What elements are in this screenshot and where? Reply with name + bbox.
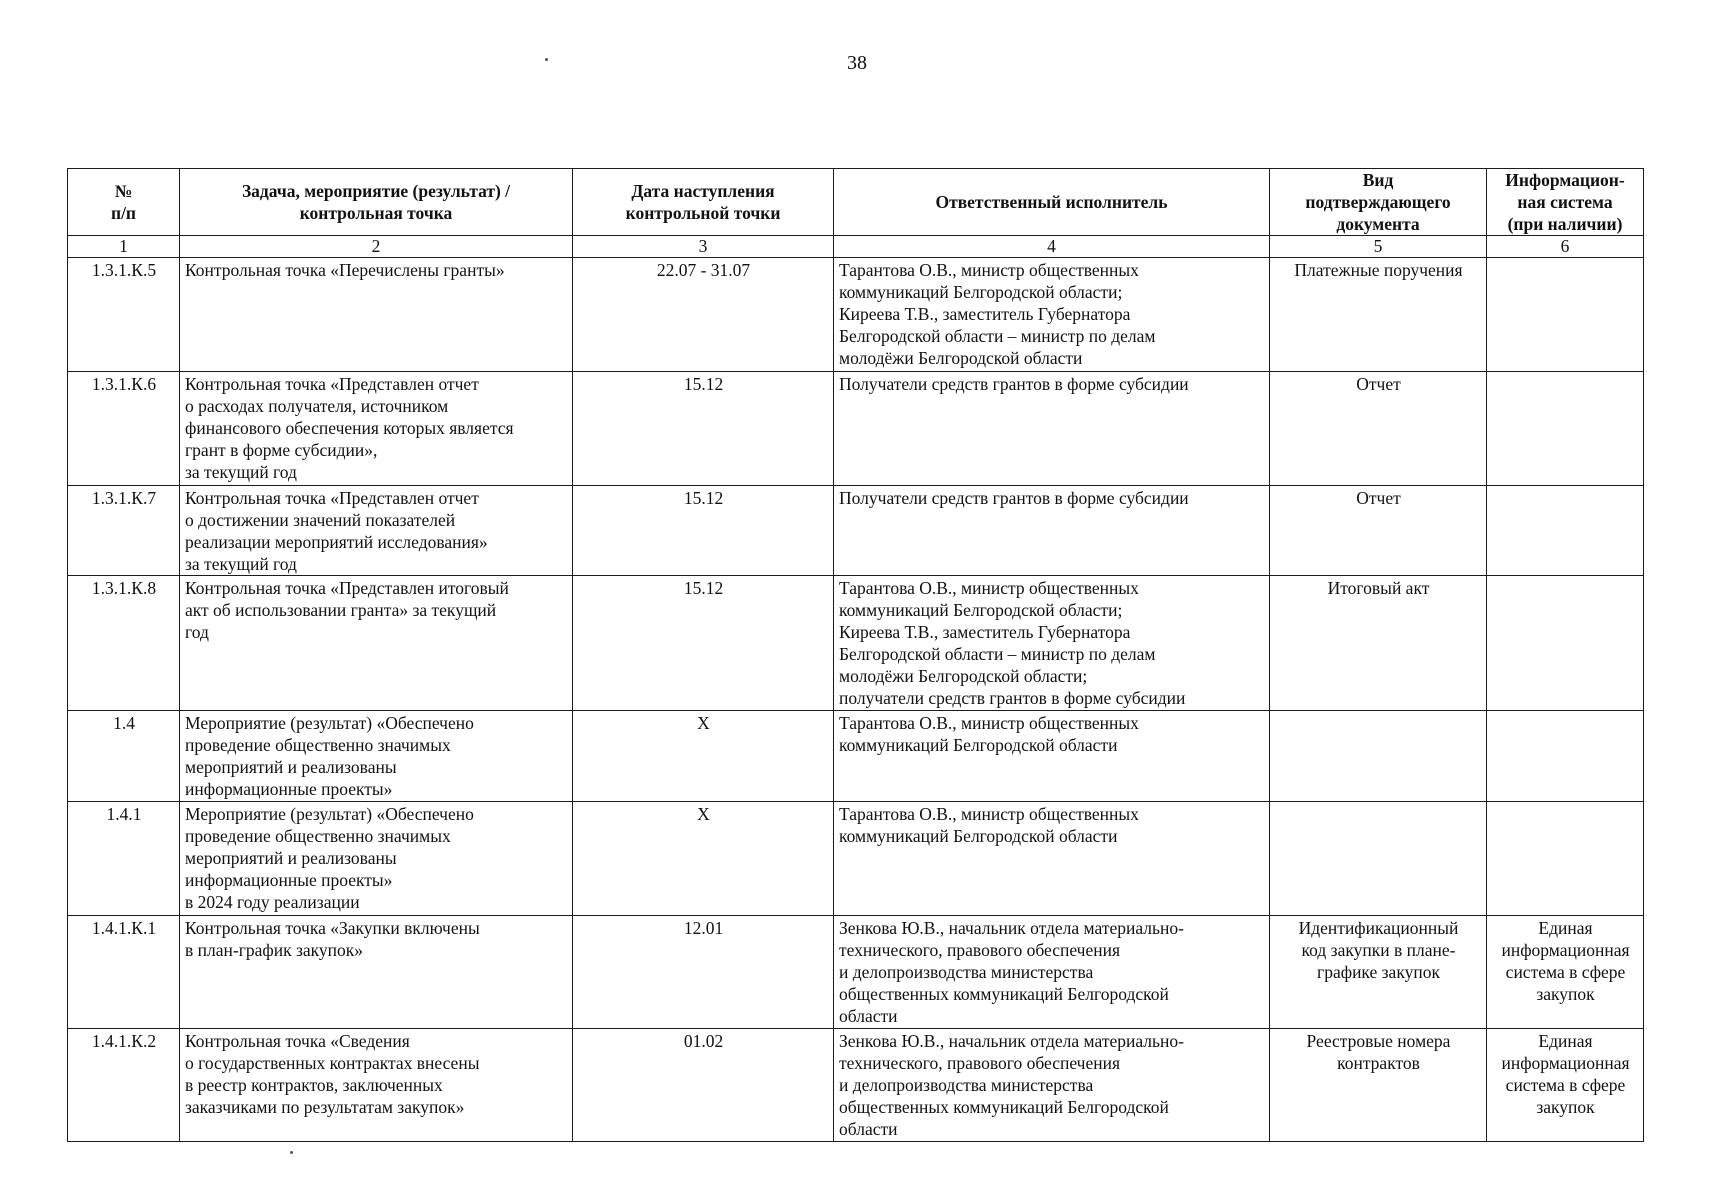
- table-row: [68, 802, 1644, 916]
- table-row: [68, 916, 1644, 1029]
- row-document: [1270, 802, 1487, 916]
- row-system: [1487, 576, 1644, 711]
- row-system: [1487, 711, 1644, 802]
- row-task: Мероприятие (результат) «Обеспечено проведение общественно значимых мероприятий и реализованы информационные проекты»: [180, 711, 573, 802]
- header-document: Вид подтверждающего документа: [1270, 169, 1487, 236]
- row-date: 15.12: [573, 372, 834, 486]
- control-points-table: [67, 168, 1644, 1142]
- row-task: Контрольная точка «Закупки включены в план-график закупок»: [180, 916, 573, 1029]
- row-system: [1487, 372, 1644, 486]
- row-number: 1.3.1.К.7: [68, 486, 180, 576]
- row-task: Мероприятие (результат) «Обеспечено проведение общественно значимых мероприятий и реализованы информационные проекты» в 2024 году реализации: [180, 802, 573, 916]
- row-executor: Получатели средств грантов в форме субсидии: [834, 372, 1270, 486]
- row-number: 1.4.1.К.1: [68, 916, 180, 1029]
- row-task: Контрольная точка «Сведения о государственных контрактах внесены в реестр контрактов, заключенных заказчиками по результатам закупок»: [180, 1029, 573, 1142]
- row-task: Контрольная точка «Представлен отчет о достижении значений показателей реализации мероприятий исследования» за текущий год: [180, 486, 573, 576]
- header-executor: Ответственный исполнитель: [834, 169, 1270, 236]
- table-row: [68, 1029, 1644, 1142]
- scan-speck: [290, 1151, 293, 1154]
- column-number: 1: [68, 236, 180, 258]
- row-date: Х: [573, 802, 834, 916]
- row-system: [1487, 486, 1644, 576]
- table-row: [68, 711, 1644, 802]
- header-task: Задача, мероприятие (результат) / контрольная точка: [180, 169, 573, 236]
- header-date: Дата наступления контрольной точки: [573, 169, 834, 236]
- row-number: 1.3.1.К.8: [68, 576, 180, 711]
- row-number: 1.4.1: [68, 802, 180, 916]
- row-executor: Тарантова О.В., министр общественных коммуникаций Белгородской области; Киреева Т.В., заместитель Губернатора Белгородской области – министр по делам молодёжи Белгородской области; получатели средств грантов в форме субсидии: [834, 576, 1270, 711]
- row-executor: Тарантова О.В., министр общественных коммуникаций Белгородской области; Киреева Т.В., заместитель Губернатора Белгородской области – министр по делам молодёжи Белгородской области: [834, 258, 1270, 372]
- row-task: Контрольная точка «Представлен итоговый акт об использовании гранта» за текущий год: [180, 576, 573, 711]
- table-row: [68, 576, 1644, 711]
- row-number: 1.4.1.К.2: [68, 1029, 180, 1142]
- column-number-row: [68, 236, 1644, 258]
- row-executor: Зенкова Ю.В., начальник отдела материально- технического, правового обеспечения и делопроизводства министерства общественных коммуникаций Белгородской области: [834, 916, 1270, 1029]
- row-executor: Получатели средств грантов в форме субсидии: [834, 486, 1270, 576]
- row-date: 15.12: [573, 576, 834, 711]
- row-document: Отчет: [1270, 372, 1487, 486]
- row-executor: Тарантова О.В., министр общественных коммуникаций Белгородской области: [834, 711, 1270, 802]
- table-row: [68, 258, 1644, 372]
- column-number: 2: [180, 236, 573, 258]
- row-date: 01.02: [573, 1029, 834, 1142]
- column-number: 3: [573, 236, 834, 258]
- row-document: Платежные поручения: [1270, 258, 1487, 372]
- row-task: Контрольная точка «Представлен отчет о расходах получателя, источником финансового обеспечения которых является грант в форме субсидии», за текущий год: [180, 372, 573, 486]
- row-document: Итоговый акт: [1270, 576, 1487, 711]
- row-date: Х: [573, 711, 834, 802]
- row-executor: Зенкова Ю.В., начальник отдела материально- технического, правового обеспечения и делопроизводства министерства общественных коммуникаций Белгородской области: [834, 1029, 1270, 1142]
- row-document: [1270, 711, 1487, 802]
- row-executor: Тарантова О.В., министр общественных коммуникаций Белгородской области: [834, 802, 1270, 916]
- row-date: 22.07 - 31.07: [573, 258, 834, 372]
- row-number: 1.4: [68, 711, 180, 802]
- row-number: 1.3.1.К.6: [68, 372, 180, 486]
- column-number: 5: [1270, 236, 1487, 258]
- row-system: Единая информационная система в сфере закупок: [1487, 916, 1644, 1029]
- row-system: [1487, 258, 1644, 372]
- row-system: Единая информационная система в сфере закупок: [1487, 1029, 1644, 1142]
- header-row: [68, 169, 1644, 236]
- row-date: 15.12: [573, 486, 834, 576]
- table-row: [68, 372, 1644, 486]
- page-number: 38: [847, 52, 867, 74]
- row-system: [1487, 802, 1644, 916]
- row-number: 1.3.1.К.5: [68, 258, 180, 372]
- header-num: № п/п: [68, 169, 180, 236]
- row-document: Идентификационный код закупки в плане- графике закупок: [1270, 916, 1487, 1029]
- row-date: 12.01: [573, 916, 834, 1029]
- row-document: Отчет: [1270, 486, 1487, 576]
- table-row: [68, 486, 1644, 576]
- row-document: Реестровые номера контрактов: [1270, 1029, 1487, 1142]
- column-number: 4: [834, 236, 1270, 258]
- table-header: [68, 169, 1644, 236]
- column-number: 6: [1487, 236, 1644, 258]
- table-body: [68, 236, 1644, 1142]
- header-system: Информацион- ная система (при наличии): [1487, 169, 1644, 236]
- scan-speck: [545, 58, 548, 61]
- row-task: Контрольная точка «Перечислены гранты»: [180, 258, 573, 372]
